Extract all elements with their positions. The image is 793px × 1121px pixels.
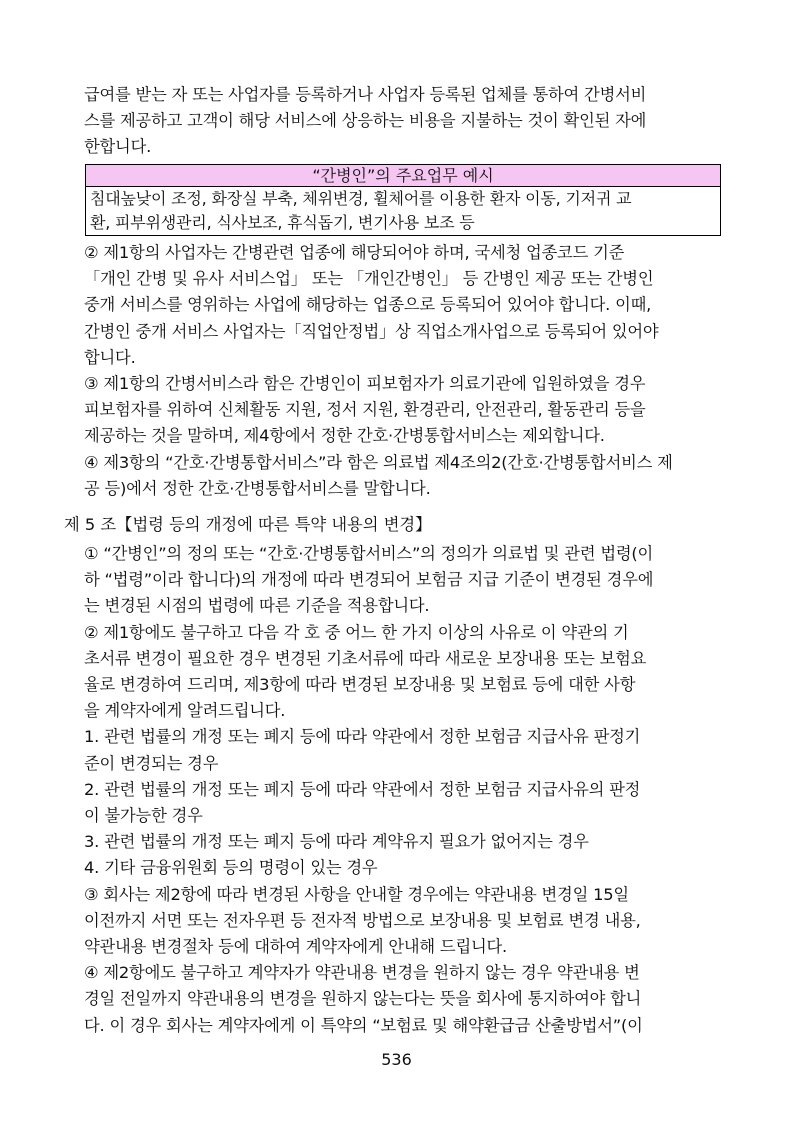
text-line: 4. 기타 금융위원회 등의 명령이 있는 경우 (84, 858, 378, 878)
text-line: 스를 제공하고 고객이 해당 서비스에 상응하는 비용을 지불하는 것이 확인된 자에 (84, 111, 647, 131)
text-line: 초서류 변경이 필요한 경우 변경된 기초서류에 따라 새로운 보장내용 또는 보험요 (84, 648, 647, 668)
text-line: 급여를 받는 자 또는 사업자를 등록하거나 사업자 등록된 업체를 통하여 간병서비 (84, 85, 647, 104)
table-text-line: 환, 피부위생관리, 식사보조, 휴식돕기, 변기사용 보조 등 (90, 213, 475, 232)
text-line: 경일 전일까지 약관내용의 변경을 원하지 않는다는 뜻을 회사에 통지하여야 합니 (84, 989, 642, 1009)
text-line: 합니다. (84, 347, 136, 367)
page-number: 536 (381, 1050, 412, 1069)
text-line: 는 변경된 시점의 법령에 따른 기준을 적용합니다. (84, 596, 430, 616)
text-line: ② 제1항의 사업자는 간병관련 업종에 해당되어야 하며, 국세청 업종코드 기준 (84, 243, 625, 262)
text-line: 1. 관련 법률의 개정 또는 폐지 등에 따라 약관에서 정한 보험금 지급사유 판정기 (84, 727, 641, 747)
text-line: 피보험자를 위하여 신체활동 지원, 정서 지원, 환경관리, 안전관리, 활동관리 등을 (84, 400, 646, 420)
article4-clauses (84, 240, 726, 502)
text-line: 중개 서비스를 영위하는 사업에 해당하는 업종으로 등록되어 있어야 합니다. 이때, (84, 295, 652, 315)
article5-body (84, 541, 726, 1039)
table-header-cell: “간병인”의 주요업무 예시 (86, 165, 721, 187)
table-text-line: 침대높낮이 조정, 화장실 부축, 체위변경, 휠체어를 이용한 환자 이동, 기저귀 교 (90, 189, 632, 208)
caregiver-duties-table (85, 164, 721, 236)
text-line: 한합니다. (84, 137, 152, 157)
article5-heading: 제 5 조【법령 등의 개정에 따른 특약 내용의 변경】 (64, 515, 432, 534)
text-line: 하 “법령”이라 합니다)의 개정에 따라 변경되어 보험금 지급 기준이 변경된 경우에 (84, 570, 654, 590)
text-line: 공 등)에서 정한 간호·간병통합서비스를 말합니다. (84, 478, 431, 498)
intro-paragraph (84, 82, 726, 161)
text-line: 이 불가능한 경우 (84, 806, 203, 826)
text-line: 율로 변경하여 드리며, 제3항에 따라 변경된 보장내용 및 보험료 등에 대한 사항 (84, 675, 636, 695)
text-line: 2. 관련 법률의 개정 또는 폐지 등에 따라 약관에서 정한 보험금 지급사유의 판정 (84, 779, 641, 799)
text-line: 이전까지 서면 또는 전자우편 등 전자적 방법으로 보장내용 및 보험료 변경 내용, (84, 910, 641, 930)
text-line: 「개인 간병 및 유사 서비스업」 또는 「개인간병인」 등 간병인 제공 또는 간병인 (84, 269, 654, 289)
text-line: ① “간병인”의 정의 또는 “간호·간병통합서비스”의 정의가 의료법 및 관련 법령(이 (84, 544, 654, 563)
text-line: 을 계약자에게 알려드립니다. (84, 701, 286, 721)
text-line: 다. 이 경우 회사는 계약자에게 이 특약의 “보험료 및 해약환급금 산출방법서”(이 (84, 1015, 643, 1035)
text-line: ④ 제2항에도 불구하고 계약자가 약관내용 변경을 원하지 않는 경우 약관내용 변 (84, 963, 640, 983)
text-line: ④ 제3항의 “간호·간병통합서비스”라 함은 의료법 제4조의2(간호·간병통합서비스 제 (84, 452, 673, 472)
text-line: 간병인 중개 서비스 사업자는「직업안정법」상 직업소개사업으로 등록되어 있어야 (84, 321, 659, 341)
table-body-cell (86, 187, 721, 236)
text-line: ② 제1항에도 불구하고 다음 각 호 중 어느 한 가지 이상의 사유로 이 약관의 기 (84, 622, 629, 642)
text-line: 3. 관련 법률의 개정 또는 폐지 등에 따라 계약유지 필요가 없어지는 경우 (84, 832, 589, 852)
text-line: ③ 제1항의 간병서비스라 함은 간병인이 피보험자가 의료기관에 입원하였을 경우 (84, 374, 646, 394)
text-line: 약관내용 변경절차 등에 대하여 계약자에게 안내해 드립니다. (84, 937, 508, 957)
text-line: 준이 변경되는 경우 (84, 753, 219, 773)
text-line: ③ 회사는 제2항에 따라 변경된 사항을 안내할 경우에는 약관내용 변경일 15일 (84, 884, 629, 904)
text-line: 제공하는 것을 말하며, 제4항에서 정한 간호·간병통합서비스는 제외합니다. (84, 426, 605, 446)
